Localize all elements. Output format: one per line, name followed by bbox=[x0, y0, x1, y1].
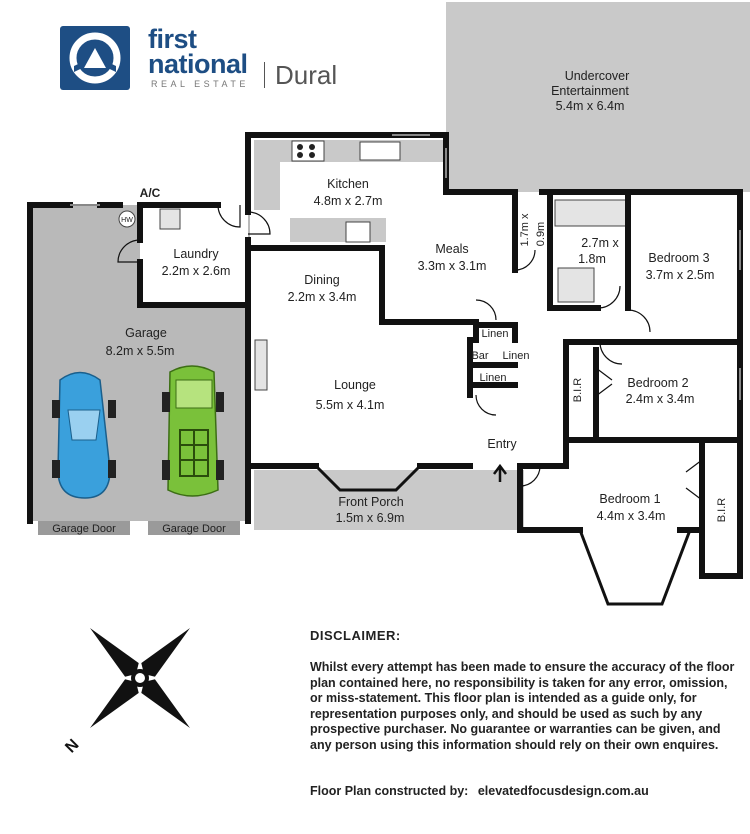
laundry-tub bbox=[160, 209, 180, 229]
dining-name: Dining bbox=[304, 273, 340, 287]
laundry-size: 2.2m x 2.6m bbox=[161, 264, 231, 278]
bathroom-size-a: 2.7m x bbox=[581, 236, 619, 250]
bedroom3-size: 3.7m x 2.5m bbox=[645, 268, 715, 282]
garage-size: 8.2m x 5.5m bbox=[105, 344, 175, 358]
disclaimer-title: DISCLAIMER: bbox=[310, 628, 401, 643]
credit-line bbox=[310, 784, 649, 798]
front-porch-size: 1.5m x 6.9m bbox=[335, 511, 405, 525]
compass-rose-icon bbox=[90, 628, 190, 728]
north-label: N bbox=[62, 736, 83, 757]
undercover-size: 5.4m x 6.4m bbox=[555, 99, 625, 113]
dining-size: 2.2m x 3.4m bbox=[287, 290, 357, 304]
lounge-size: 5.5m x 4.1m bbox=[315, 398, 385, 412]
undercover-name-b: Entertainment bbox=[551, 84, 629, 98]
bedroom2-name: Bedroom 2 bbox=[627, 376, 689, 390]
kitchen-island bbox=[290, 218, 386, 242]
toilet-size-a: 1.7m x bbox=[519, 213, 531, 247]
garage-door-left-label: Garage Door bbox=[52, 523, 116, 535]
cooktop bbox=[292, 141, 324, 161]
fireplace bbox=[255, 340, 267, 390]
linen-bottom-label: Linen bbox=[479, 372, 507, 384]
bar-label: Bar bbox=[471, 350, 489, 362]
garage-name: Garage bbox=[125, 326, 167, 340]
meals-name: Meals bbox=[435, 242, 469, 256]
bedroom3-name: Bedroom 3 bbox=[648, 251, 710, 265]
ac-label: A/C bbox=[139, 186, 161, 200]
toilet-size-b: 0.9m bbox=[535, 221, 547, 247]
undercover-name-a: Undercover bbox=[564, 69, 630, 83]
linen-top-label: Linen bbox=[481, 328, 509, 340]
laundry-name: Laundry bbox=[173, 247, 219, 261]
bathroom-size-b: 1.8m bbox=[578, 252, 606, 266]
brand-name-line1: first bbox=[148, 24, 197, 54]
kitchen-name: Kitchen bbox=[327, 177, 369, 191]
dishwasher bbox=[346, 222, 370, 242]
bedroom1-bay-window bbox=[580, 530, 690, 604]
bedroom2-size: 2.4m x 3.4m bbox=[625, 392, 695, 406]
kitchen-sink bbox=[360, 142, 400, 160]
brand-branch: Dural bbox=[275, 60, 338, 90]
credit-label: Floor Plan constructed by: bbox=[310, 784, 469, 798]
hw-label: HW bbox=[121, 217, 133, 224]
lounge-name: Lounge bbox=[334, 378, 376, 392]
kitchen-side-counter bbox=[254, 140, 280, 210]
bedroom1-name: Bedroom 1 bbox=[599, 492, 661, 506]
disclaimer-body: Whilst every attempt has been made to ensure the accuracy of the floor plan contained here, no responsibility is taken for any error, omission, or miss-statement. This floor plan is intended as a guide only, for representation purposes only, and should be used as such by any prospective purchaser. No guarantee or warranties can be given, and any person using this information should rely on their own enquires. bbox=[310, 660, 735, 752]
bir-bedroom2-label: B.I.R bbox=[572, 377, 584, 403]
brand-name-line2: national bbox=[148, 49, 248, 79]
linen-mid-label: Linen bbox=[502, 350, 530, 362]
garage-door-right-label: Garage Door bbox=[162, 523, 226, 535]
bir-bedroom1-label: B.I.R bbox=[716, 497, 728, 523]
entry-label: Entry bbox=[487, 437, 517, 451]
bedroom1-size: 4.4m x 3.4m bbox=[596, 509, 666, 523]
front-porch-name: Front Porch bbox=[338, 495, 404, 509]
shower bbox=[558, 268, 594, 302]
credit-site-link[interactable]: elevatedfocusdesign.com.au bbox=[477, 784, 649, 798]
meals-size: 3.3m x 3.1m bbox=[417, 259, 487, 273]
kitchen-size: 4.8m x 2.7m bbox=[313, 194, 383, 208]
brand-tagline: REAL ESTATE bbox=[151, 79, 249, 89]
bathtub bbox=[555, 200, 627, 226]
kitchen-back-counter bbox=[254, 140, 444, 162]
car-green-icon bbox=[162, 366, 224, 496]
